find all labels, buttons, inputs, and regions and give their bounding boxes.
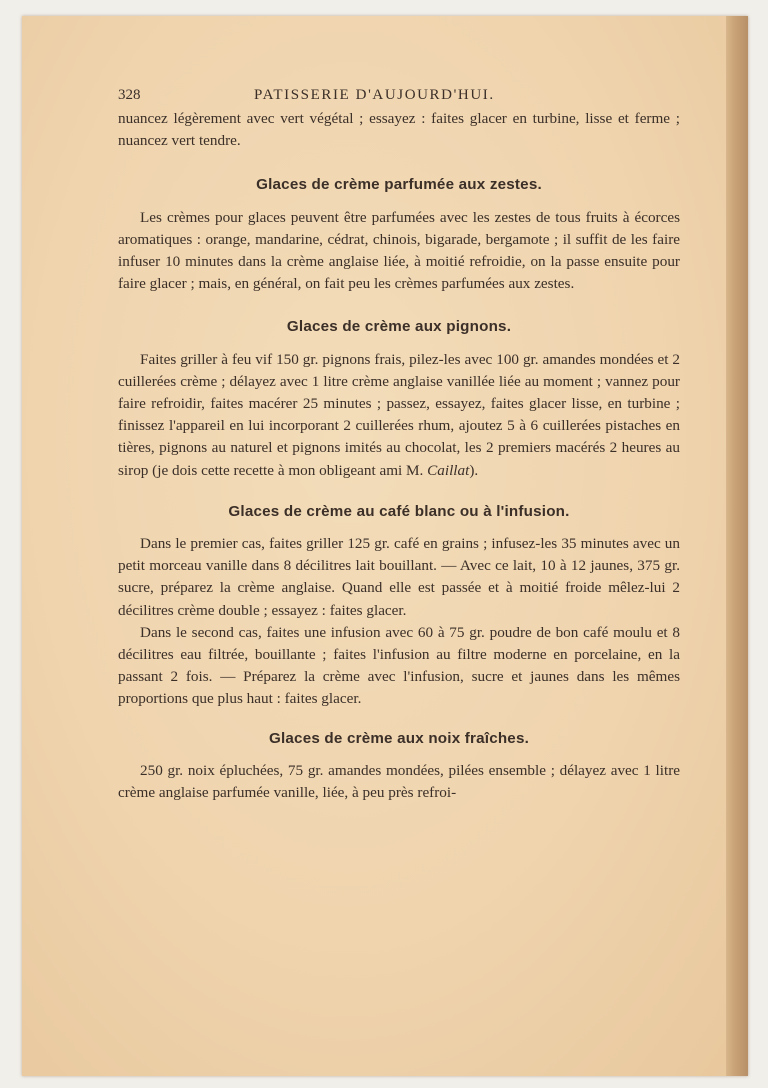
paragraph-pignons-text: Faites griller à feu vif 150 gr. pignons frais, pilez-les avec 100 gr. amandes mondées et 2 cuillerées crème ; délayez avec 1 litre crème anglaise vanillée liée au moment ; vannez pour faire refroidir, faites macérer 25 minutes ; passez, essayez, faites glacer lisse, en turbine ; finissez l'appareil en lui incorporant 2 cuillerées rhum, ajoutez 5 à 6 cuillerées pistaches en tières, pignons au naturel et pignons imités au chocolat, les 2 premiers macérés 2 heures au sirop (je dois cette recette à mon obligeant ami M. — [118, 350, 680, 479]
paragraph-pignons — [100, 349, 680, 482]
heading-noix: Glaces de crème aux noix fraîches. — [268, 729, 530, 747]
page-spine-edge — [726, 16, 748, 1076]
page-number: 328 — [118, 87, 141, 103]
running-title: PATISSERIE D'AUJOURD'HUI. — [254, 87, 495, 103]
heading-pignons: Glaces de crème aux pignons. — [286, 318, 512, 336]
credit-name: Caillat — [427, 461, 470, 479]
running-head — [118, 84, 680, 108]
paragraph-cafe-2: Dans le second cas, faites une infusion avec 60 à 75 gr. poudre de bon café moulu et 8 décilitres eau filtrée, bouillante ; faites l'infusion au filtre moderne en porcelaine, en la passant 2 fois. — Préparez la crème avec l'infusion, sucre et jaunes dans les mêmes proportions que plus haut : faites glacer. — [118, 623, 680, 708]
paragraph-noix: 250 gr. noix épluchées, 75 gr. amandes mondées, pilées ensemble ; délayez avec 1 litre crème anglaise parfumée vanille, liée, à peu près refroi- — [118, 761, 680, 802]
paragraph-cafe-1: Dans le premier cas, faites griller 125 gr. café en grains ; infusez-les 35 minutes avec un petit morceau vanille dans 8 décilitres lait bouillant. — Avec ce lait, 10 à 12 jaunes, 375 gr. sucre, préparez la crème anglaise. Quand elle est passée et à moitié froide mêlez-lui 2 décilitres crème double ; essayez : faites glacer. — [118, 535, 680, 619]
paragraph-zestes: Les crèmes pour glaces peuvent être parfumées avec les zestes de tous fruits à écorces aromatiques : orange, mandarine, cédrat, chinois, bigarade, bergamote ; il suffit de les faire infuser 10 minutes dans la crème anglaise liée, à moitié refroidie, on la passe ensuite pour faire glacer ; mais, en général, on fait peu les crèmes parfumées aux zestes. — [118, 208, 680, 293]
credit-end: ). — [469, 461, 479, 479]
heading-cafe: Glaces de crème au café blanc ou à l'infusion. — [228, 502, 570, 520]
heading-zestes: Glaces de crème parfumée aux zestes. — [256, 176, 542, 194]
page-content — [100, 84, 680, 804]
intro-paragraph: nuancez légèrement avec vert végétal ; essayez : faites glacer en turbine, lisse et ferme ; nuancez vert tendre. — [118, 110, 680, 150]
